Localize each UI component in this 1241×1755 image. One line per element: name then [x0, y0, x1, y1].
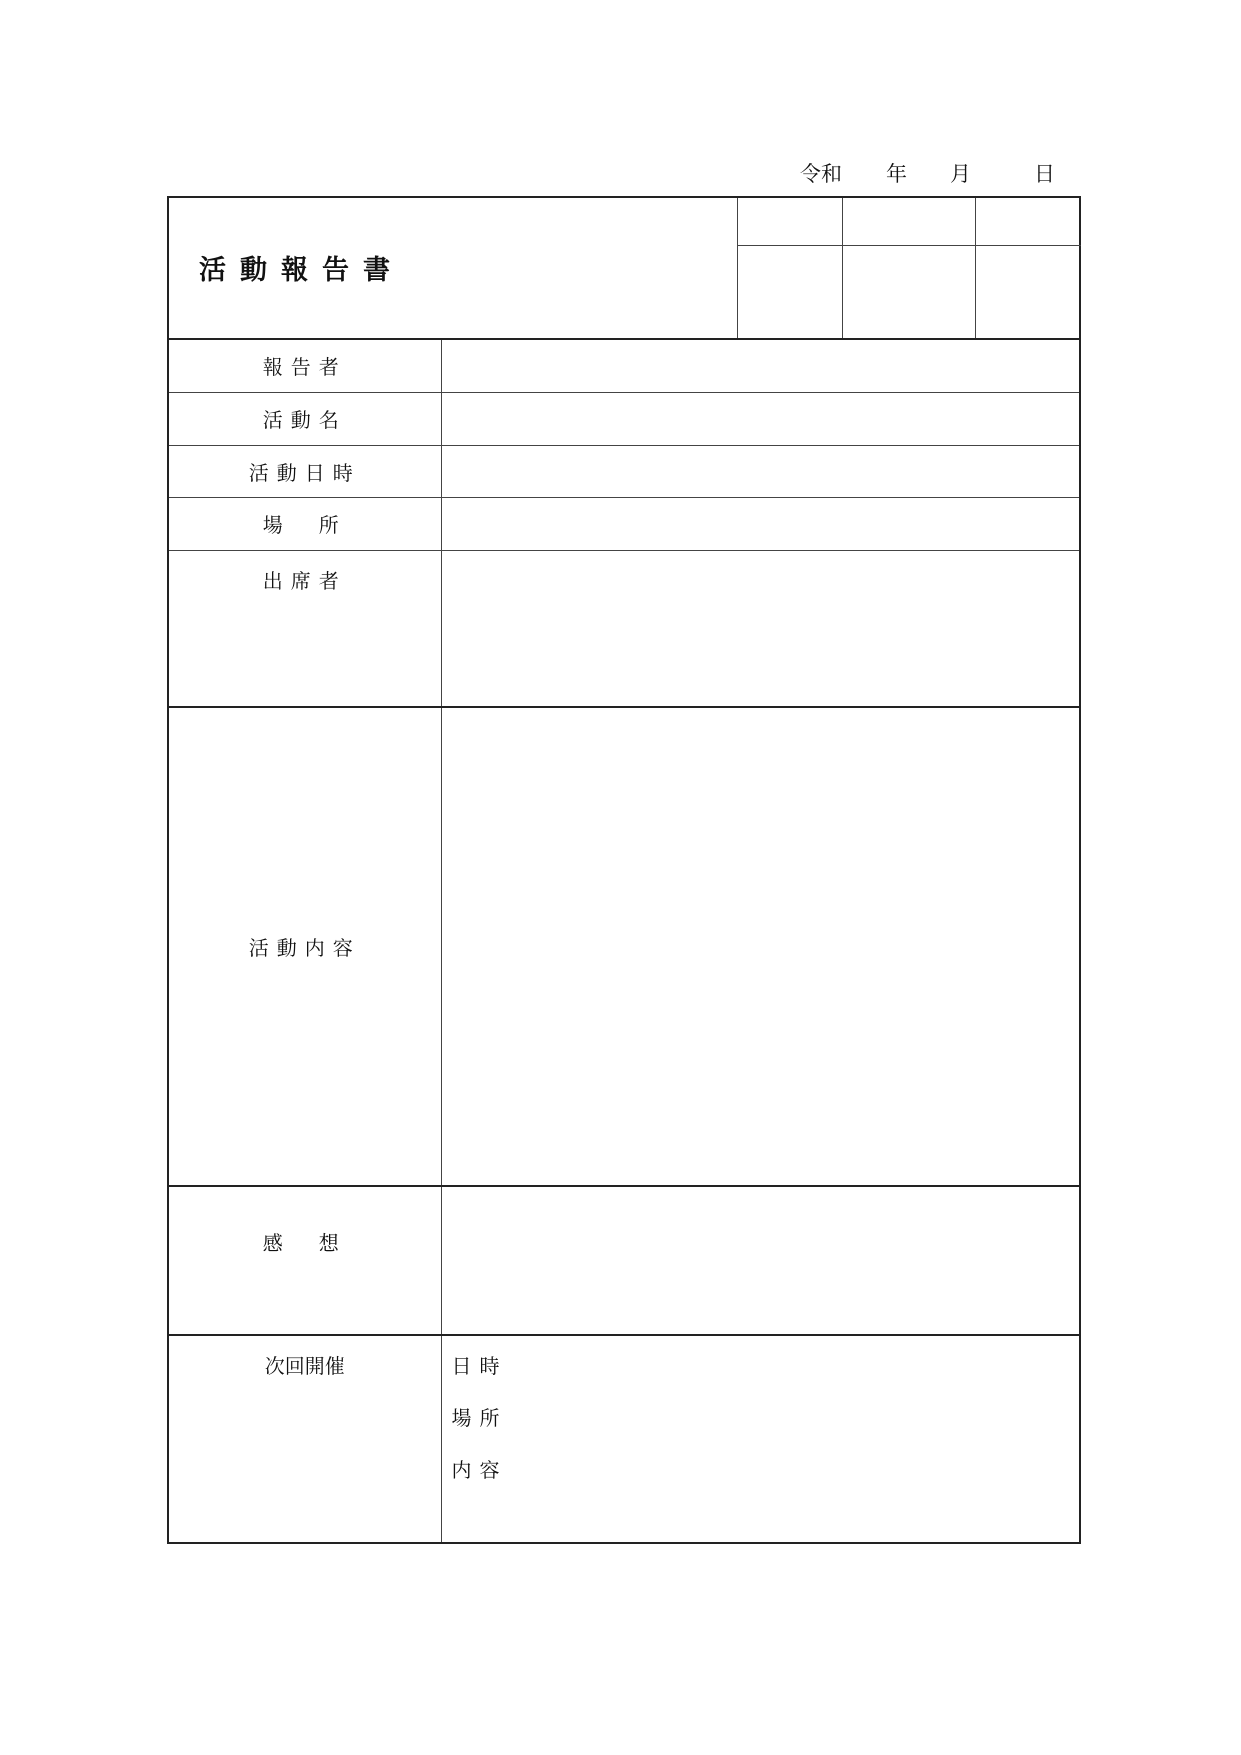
next-meeting-place: 場所 — [451, 1406, 508, 1430]
header-box — [167, 196, 1081, 340]
activity-name-label: 活動名 — [168, 392, 441, 445]
attendees-field[interactable] — [441, 550, 1080, 707]
stamp-cell-2[interactable] — [842, 246, 975, 338]
reporter-field[interactable] — [441, 339, 1080, 392]
date-year-label: 年 — [886, 162, 907, 186]
activity-content-row — [168, 707, 1080, 1186]
date-era: 令和 — [800, 162, 842, 186]
approval-stamp-grid — [737, 198, 1081, 338]
activity-name-row — [168, 392, 1080, 445]
impressions-row — [168, 1186, 1080, 1335]
attendees-label: 出席者 — [168, 550, 441, 707]
next-meeting-label: 次回開催 — [168, 1335, 441, 1543]
stamp-header-cell-2[interactable] — [842, 198, 975, 246]
attendees-row — [168, 550, 1080, 707]
activity-datetime-field[interactable] — [441, 445, 1080, 497]
next-meeting-field[interactable] — [441, 1335, 1080, 1543]
next-meeting-datetime: 日時 — [451, 1354, 508, 1378]
stamp-cell-1[interactable] — [737, 246, 842, 338]
next-meeting-list — [442, 1336, 1080, 1506]
impressions-field[interactable] — [441, 1186, 1080, 1335]
place-field[interactable] — [441, 497, 1080, 550]
reporter-row — [168, 339, 1080, 392]
activity-name-field[interactable] — [441, 392, 1080, 445]
document-title: 活動報告書 — [199, 255, 404, 286]
place-row — [168, 497, 1080, 550]
date-line — [800, 158, 1070, 186]
stamp-header-cell-3[interactable] — [975, 198, 1081, 246]
activity-content-field[interactable] — [441, 707, 1080, 1186]
next-meeting-row — [168, 1335, 1080, 1543]
date-day-label: 日 — [1034, 162, 1055, 186]
activity-content-label: 活動内容 — [168, 707, 441, 1186]
reporter-label: 報告者 — [168, 339, 441, 392]
activity-datetime-row — [168, 445, 1080, 497]
date-month-label: 月 — [950, 162, 971, 186]
next-meeting-content: 内容 — [451, 1458, 508, 1482]
place-label: 場 所 — [168, 497, 441, 550]
stamp-header-cell-1[interactable] — [737, 198, 842, 246]
activity-datetime-label: 活動日時 — [168, 445, 441, 497]
report-form-table — [167, 338, 1081, 1544]
impressions-label: 感 想 — [168, 1186, 441, 1335]
stamp-cell-3[interactable] — [975, 246, 1081, 338]
